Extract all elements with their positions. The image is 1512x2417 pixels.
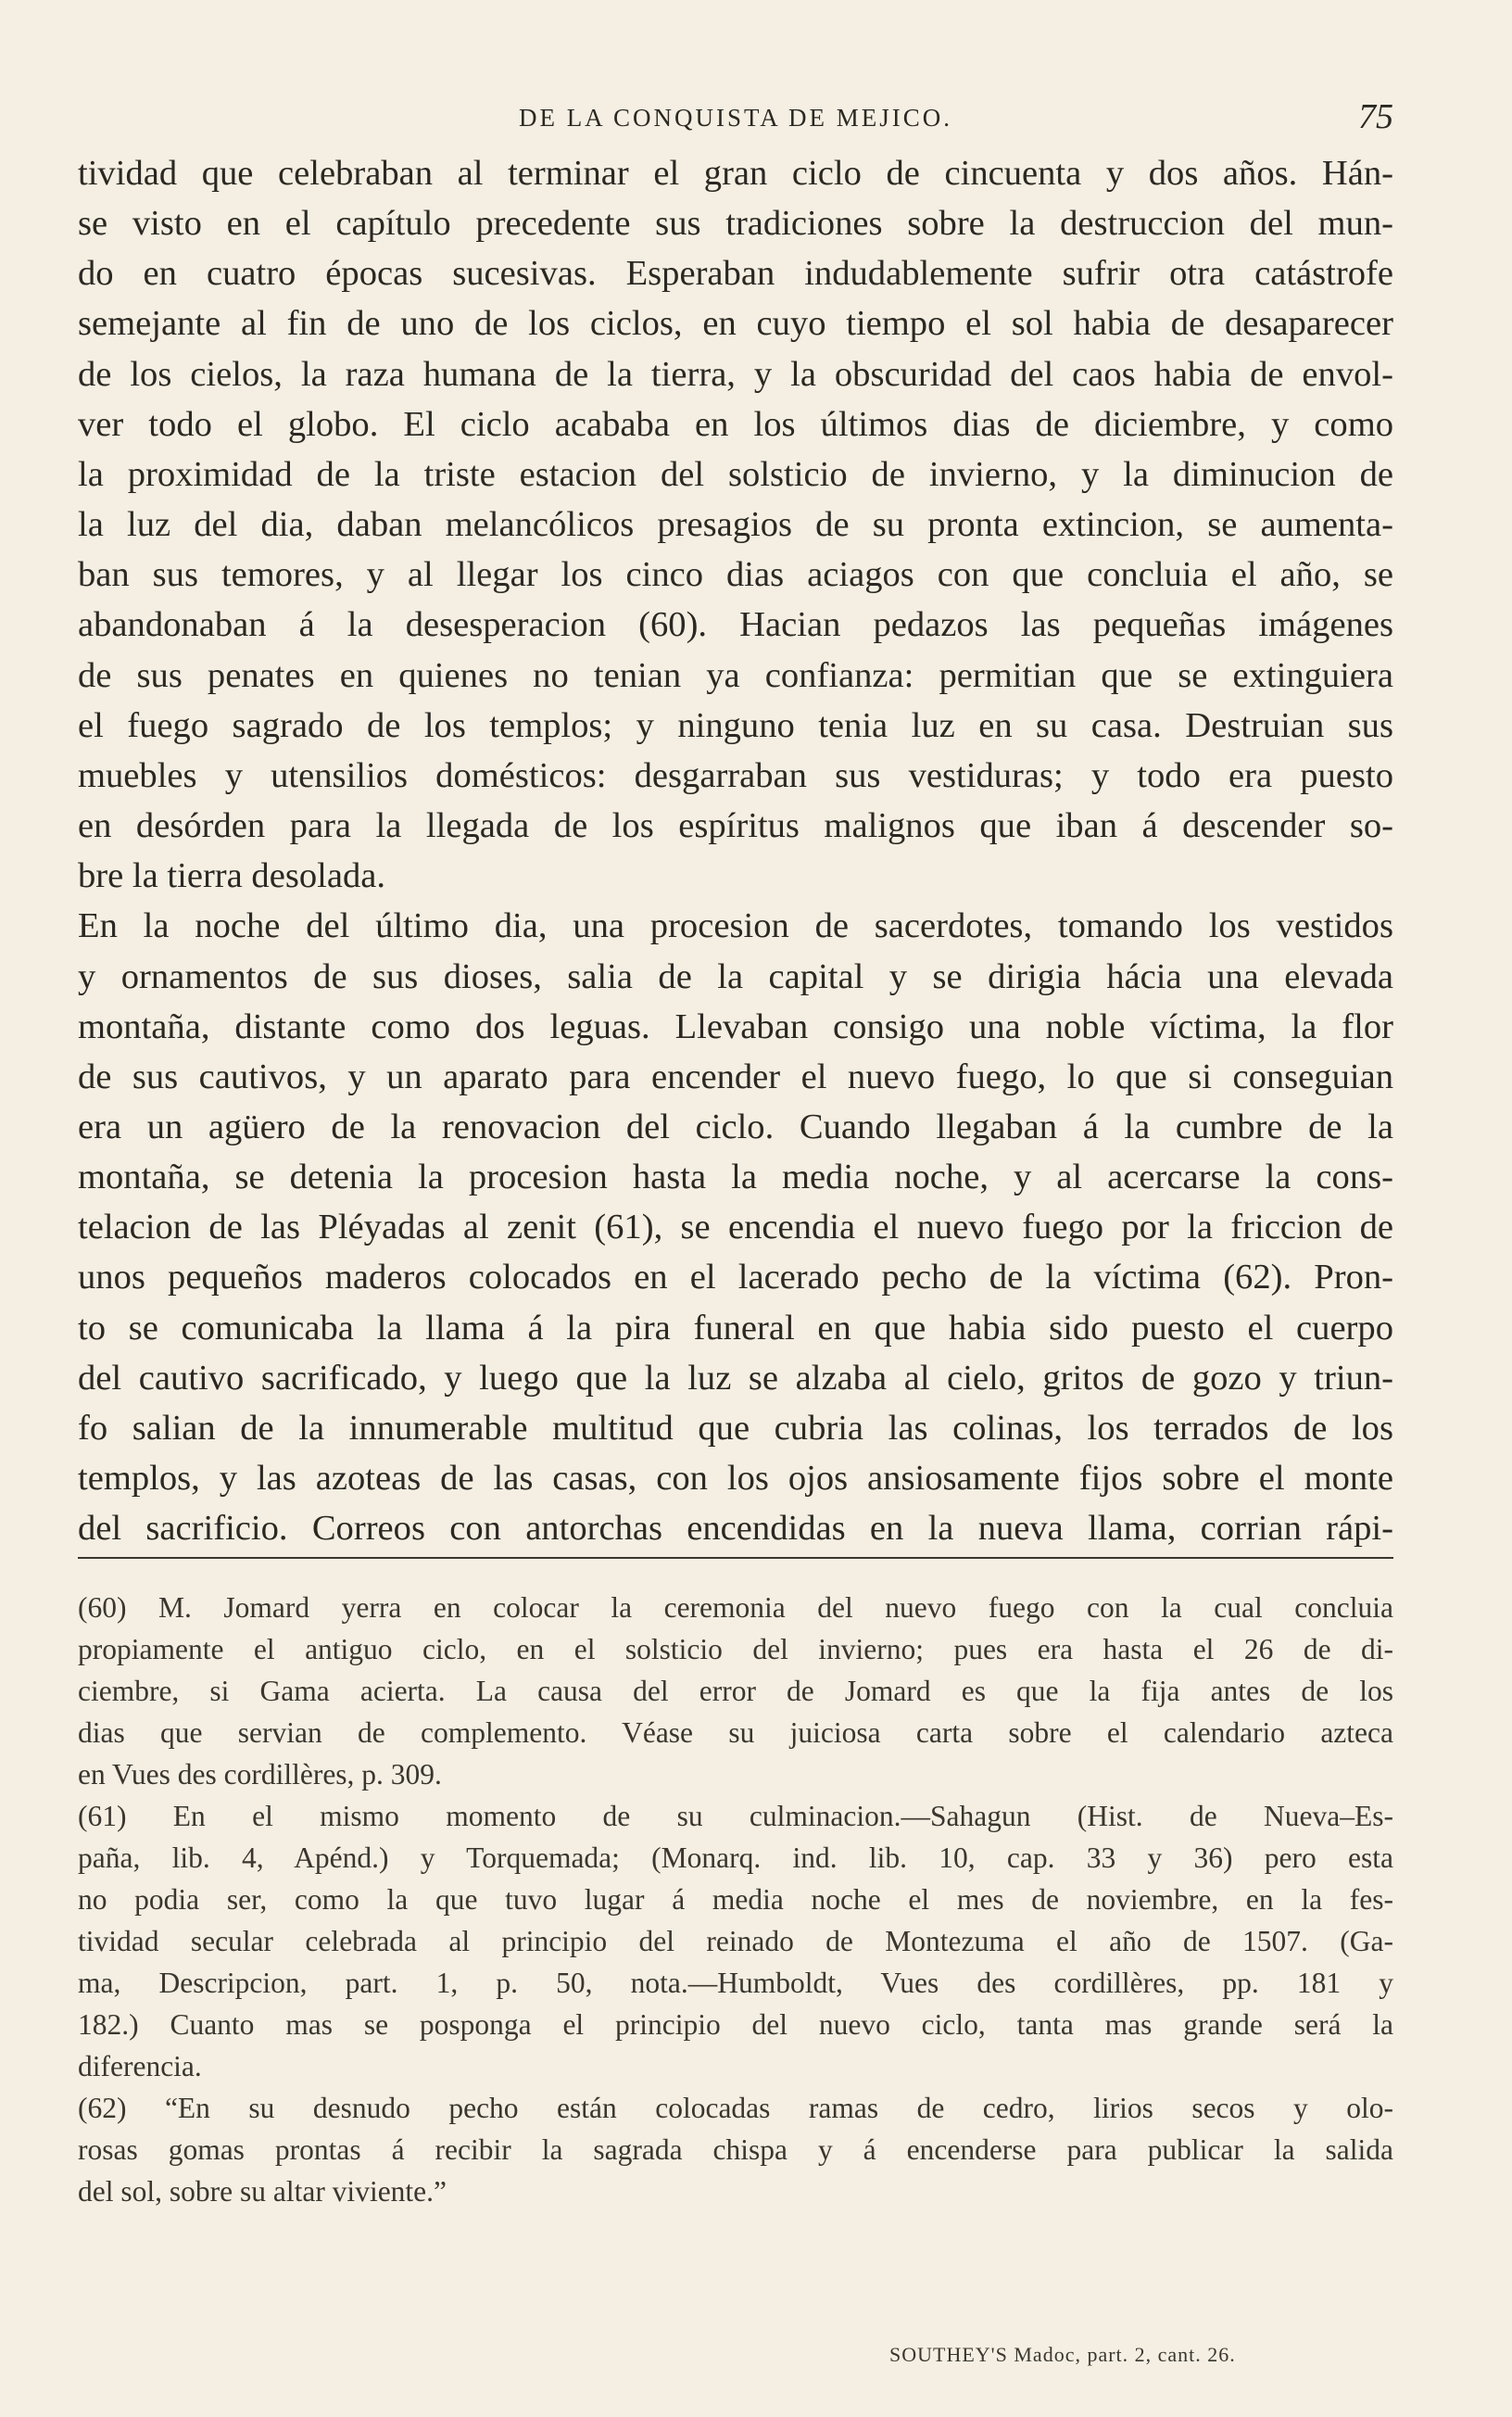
footnote-divider [78,1557,1393,1559]
text-line: templos, y las azoteas de las casas, con los ojos ansiosamente fijos sobre el monte [78,1459,1393,1499]
text-line: tividad que celebraban al terminar el gran ciclo de cincuenta y dos años. Hán- [78,154,1393,193]
text-line: ban sus temores, y al llegar los cinco dias aciagos con que concluia el año, se [78,555,1393,595]
footnote-line: no podia ser, como la que tuvo lugar á media noche el mes de noviembre, en la fes- [78,1883,1393,1916]
text-line: se visto en el capítulo precedente sus tradiciones sobre la destruccion del mun- [78,204,1393,244]
main-text [78,148,1393,1553]
footnote-line: propiamente el antiguo ciclo, en el solsticio del invierno; pues era hasta el 26 de di- [78,1633,1393,1665]
footnote-line: paña, lib. 4, Apénd.) y Torquemada; (Monarq. ind. lib. 10, cap. 33 y 36) pero esta [78,1841,1393,1874]
text-line: y ornamentos de sus dioses, salia de la capital y se dirigia hácia una elevada [78,956,1393,996]
text-line: to se comunicaba la llama á la pira funeral en que habia sido puesto el cuerpo [78,1308,1393,1348]
text-line: do en cuatro épocas sucesivas. Esperaban indudablemente sufrir otra catástrofe [78,254,1393,294]
text-line: en desórden para la llegada de los espíritus malignos que iban á descender so- [78,806,1393,846]
text-line: la luz del dia, daban melancólicos presagios de su pronta extincion, se aumenta- [78,505,1393,545]
text-line: unos pequeños maderos colocados en el lacerado pecho de la víctima (62). Pron- [78,1258,1393,1297]
footnote-line: (60) M. Jomard yerra en colocar la ceremonia del nuevo fuego con la cual concluia [78,1591,1393,1624]
text-line: telacion de las Pléyadas al zenit (61), se encendia el nuevo fuego por la friccion de [78,1208,1393,1247]
text-line: del cautivo sacrificado, y luego que la luz se alzaba al cielo, gritos de gozo y triun- [78,1358,1393,1398]
page-number: 75 [1358,97,1393,136]
footnotes [78,1587,1393,2212]
text-line: la proximidad de la triste estacion del solsticio de invierno, y la diminucion de [78,454,1393,494]
text-line: bre la tierra desolada. [78,856,386,896]
text-line: el fuego sagrado de los templos; y ninguno tenia luz en su casa. Destruian sus [78,705,1393,745]
footnote-line: en Vues des cordillères, p. 309. [78,1758,442,1791]
footnote-line: (61) En el mismo momento de su culminacion.—Sahagun (Hist. de Nueva–Es- [78,1800,1393,1832]
footnote-line: 182.) Cuanto mas se posponga el principio del nuevo ciclo, tanta mas grande será la [78,2008,1393,2041]
text-line: fo salian de la innumerable multitud que cubria las colinas, los terrados de los [78,1408,1393,1448]
text-line: montaña, distante como dos leguas. Llevaban consigo una noble víctima, la flor [78,1006,1393,1046]
text-line: muebles y utensilios domésticos: desgarraban sus vestiduras; y todo era puesto [78,755,1393,795]
footnote-line: rosas gomas prontas á recibir la sagrada chispa y á encenderse para publicar la salida [78,2133,1393,2166]
footnote-line: del sol, sobre su altar viviente.” [78,2175,447,2208]
text-line: ver todo el globo. El ciclo acababa en los últimos dias de diciembre, y como [78,404,1393,444]
footnote-line: diferencia. [78,2050,202,2082]
quote-attribution: SOUTHEY'S Madoc, part. 2, cant. 26. [889,2343,1236,2366]
footnote-line: ciembre, si Gama acierta. La causa del error de Jomard es que la fija antes de los [78,1675,1393,1707]
text-line: En la noche del último dia, una procesion de sacerdotes, tomando los vestidos [78,906,1393,946]
text-line: de los cielos, la raza humana de la tierra, y la obscuridad del caos habia de envol- [78,354,1393,394]
text-line: abandonaban á la desesperacion (60). Hacian pedazos las pequeñas imágenes [78,605,1393,645]
text-line: montaña, se detenia la procesion hasta la media noche, y al acercarse la cons- [78,1158,1393,1197]
running-head [78,97,1393,137]
text-line: de sus penates en quienes no tenian ya confianza: permitian que se extinguiera [78,655,1393,695]
footnote-line: tividad secular celebrada al principio del reinado de Montezuma el año de 1507. (Ga- [78,1925,1393,1957]
footnote-line: (62) “En su desnudo pecho están colocadas ramas de cedro, lirios secos y olo- [78,2092,1393,2124]
text-line: del sacrificio. Correos con antorchas encendidas en la nueva llama, corrian rápi- [78,1509,1393,1549]
footnote-line: dias que servian de complemento. Véase su juiciosa carta sobre el calendario azteca [78,1716,1393,1749]
text-line: semejante al fin de uno de los ciclos, en cuyo tiempo el sol habia de desaparecer [78,304,1393,344]
text-line: de sus cautivos, y un aparato para encender el nuevo fuego, lo que si conseguian [78,1057,1393,1096]
footnote-line: ma, Descripcion, part. 1, p. 50, nota.—Humboldt, Vues des cordillères, pp. 181 y [78,1967,1393,1999]
text-line: era un agüero de la renovacion del ciclo. Cuando llegaban á la cumbre de la [78,1107,1393,1146]
running-title: DE LA CONQUISTA DE MEJICO. [518,104,953,132]
